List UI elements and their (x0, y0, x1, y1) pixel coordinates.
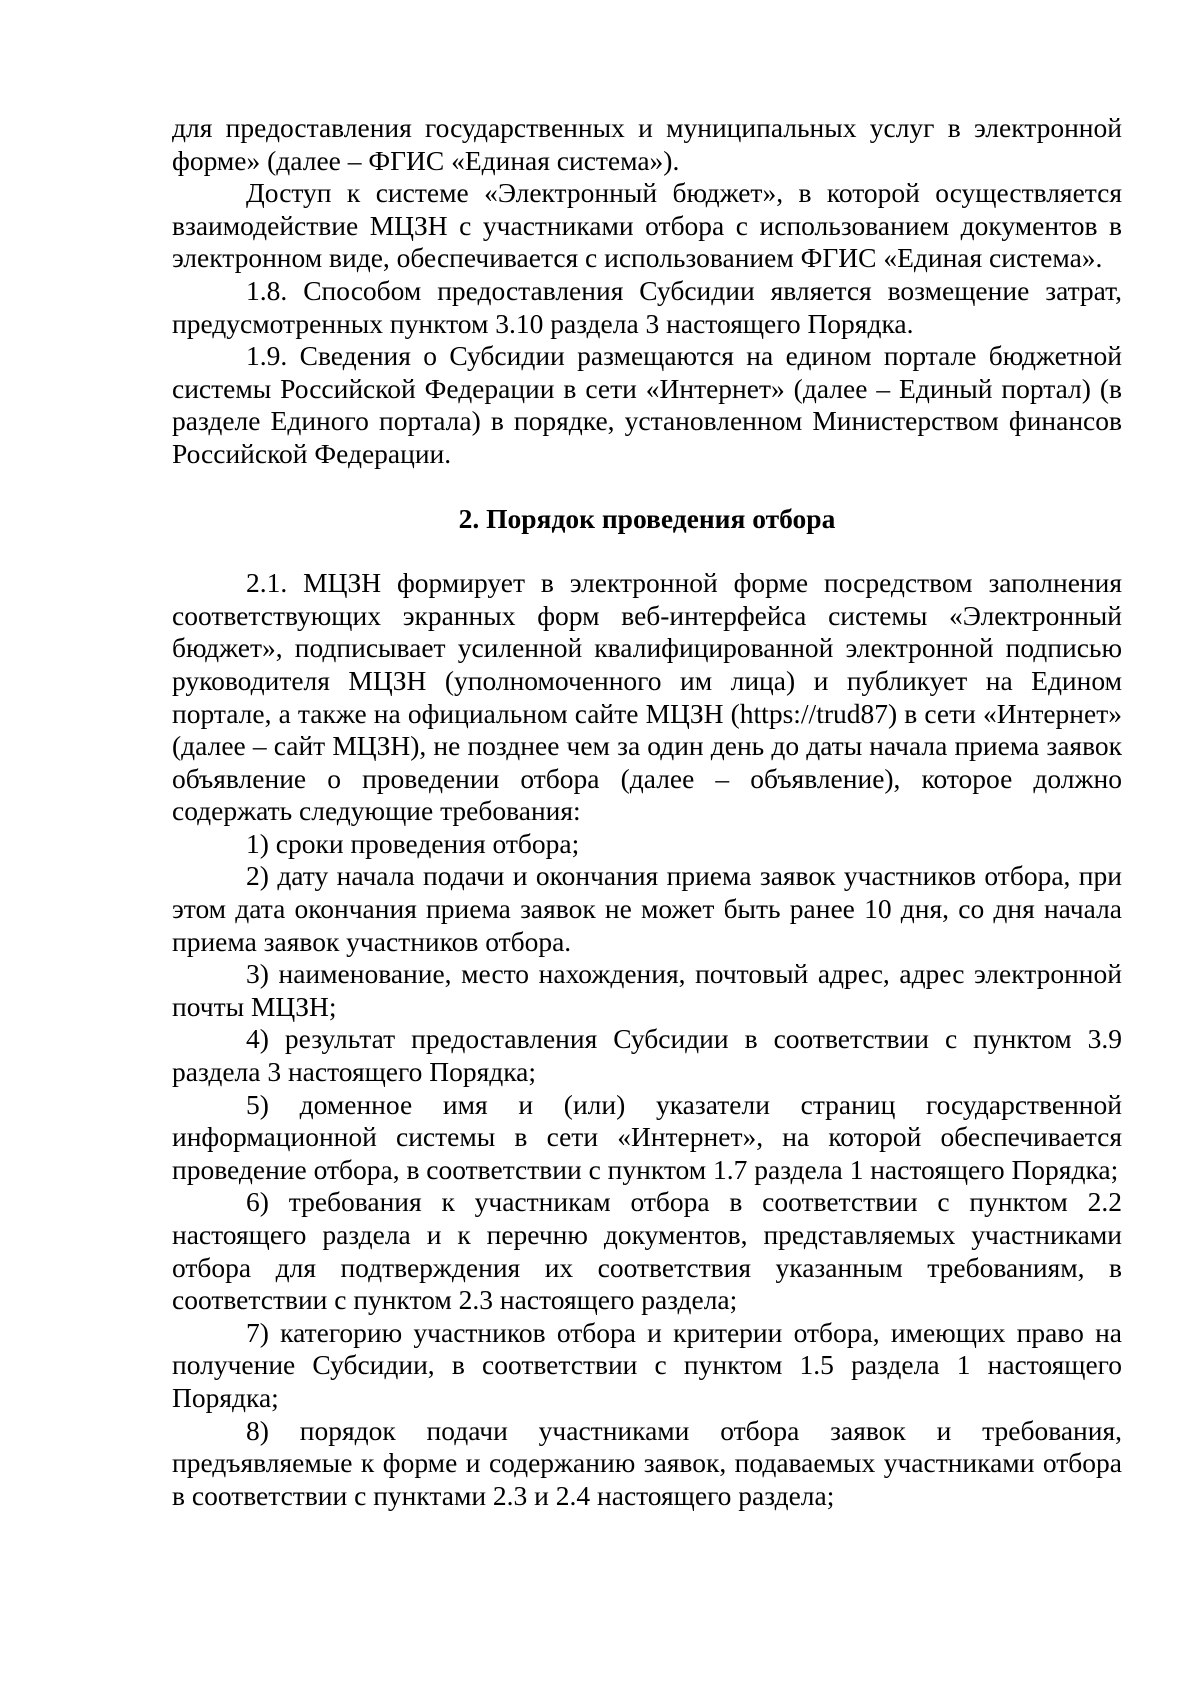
paragraph-continuation: для предоставления государственных и муниципальных услуг в электронной форме» (далее – ФГИС «Единая система»). (172, 112, 1122, 176)
section-heading: 2. Порядок проведения отбора (458, 502, 836, 534)
list-item-3: 3) наименование, место нахождения, почтовый адрес, адрес электронной почты МЦЗН; (172, 958, 1122, 1022)
list-item-1: 1) сроки проведения отбора; (246, 827, 580, 859)
paragraph-electronic-budget-access: Доступ к системе «Электронный бюджет», в которой осуществляется взаимодействие МЦЗН с участниками отбора с использованием документов в электронном виде, обеспечивается с использованием ФГИС «Единая система». (172, 177, 1122, 274)
list-item-7: 7) категорию участников отбора и критерии отбора, имеющих право на получение Субсидии, в соответствии с пунктом 1.5 раздела 1 настоящего Порядка; (172, 1316, 1122, 1413)
list-item-8: 8) порядок подачи участниками отбора заявок и требования, предъявляемые к форме и содержанию заявок, подаваемых участниками отбора в соответствии с пунктами 2.3 и 2.4 настоящего раздела; (172, 1414, 1122, 1511)
list-item-5: 5) доменное имя и (или) указатели страниц государственной информационной системы в сети «Интернет», на которой обеспечивается проведение отбора, в соответствии с пунктом 1.7 раздела 1 настоящего Порядка; (172, 1088, 1122, 1185)
paragraph-1-8: 1.8. Способом предоставления Субсидии является возмещение затрат, предусмотренных пунктом 3.10 раздела 3 настоящего Порядка. (172, 274, 1122, 339)
list-item-2: 2) дату начала подачи и окончания приема заявок участников отбора, при этом дата окончания приема заявок не может быть ранее 10 дня, со дня начала приема заявок участников отбора. (172, 860, 1122, 957)
document-body (172, 112, 1122, 1512)
list-item-6: 6) требования к участникам отбора в соответствии с пунктом 2.2 настоящего раздела и к перечню документов, представляемых участниками отбора для подтверждения их соответствия указанным требованиям, в соответствии с пунктом 2.3 настоящего раздела; (172, 1186, 1122, 1316)
paragraph-1-9: 1.9. Сведения о Субсидии размещаются на едином портале бюджетной системы Российской Федерации в сети «Интернет» (далее – Единый портал) (в разделе Единого портала) в порядке, установленном Министерством финансов Российской Федерации. (172, 340, 1122, 469)
list-item-4: 4) результат предоставления Субсидии в соответствии с пунктом 3.9 раздела 3 настоящего Порядка; (172, 1023, 1122, 1088)
paragraph-2-1: 2.1. МЦЗН формирует в электронной форме посредством заполнения соответствующих экранных форм веб-интерфейса системы «Электронный бюджет», подписывает усиленной квалифицированной электронной подписью руководителя МЦЗН (уполномоченного им лица) и публикует на Едином портале, а также на официальном сайте МЦЗН (https://trud87) в сети «Интернет» (далее – сайт МЦЗН), не позднее чем за один день до даты начала приема заявок объявление о проведении отбора (далее – объявление), которое должно содержать следующие требования: (172, 567, 1122, 827)
